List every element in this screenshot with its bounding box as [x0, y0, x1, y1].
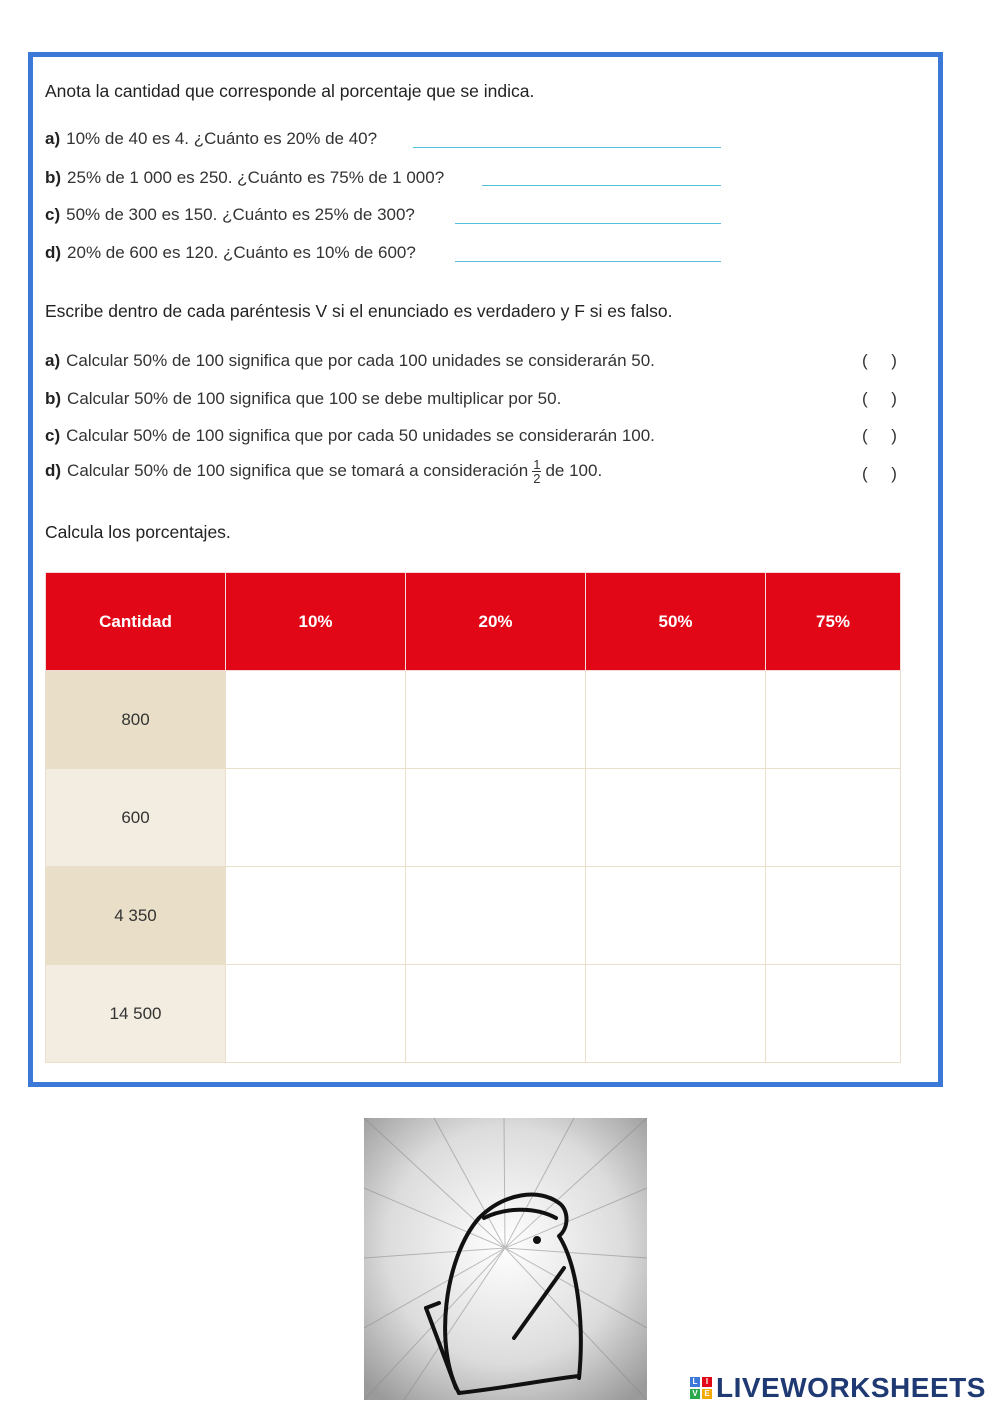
quantity-cell: 600: [46, 769, 226, 867]
header-50-percent: 50%: [586, 573, 766, 671]
answer-cell[interactable]: [226, 671, 406, 769]
answer-cell[interactable]: [586, 965, 766, 1063]
logo-text: LIVEWORKSHEETS: [716, 1372, 986, 1403]
header-cantidad: Cantidad: [46, 573, 226, 671]
percentage-table: [45, 572, 901, 1063]
statement-b: b) Calcular 50% de 100 significa que 100 se debe multiplicar por 50.: [45, 389, 562, 408]
answer-cell[interactable]: [226, 965, 406, 1063]
header-10-percent: 10%: [226, 573, 406, 671]
statement-a: a) Calcular 50% de 100 significa que por cada 100 unidades se considerarán 50.: [45, 351, 655, 370]
thinking-bird-meme-image: [364, 1118, 647, 1400]
answer-cell[interactable]: [586, 769, 766, 867]
answer-paren-a[interactable]: ( ): [862, 351, 897, 370]
table-row: [46, 769, 901, 867]
answer-paren-d[interactable]: ( ): [862, 464, 897, 483]
statement-d: d) Calcular 50% de 100 significa que se tomará a consideración $\frac{1}{2}$ de 100.: [45, 457, 603, 486]
meme-drawing: [364, 1118, 647, 1400]
fraction-one-half: $\frac{1}{2}$: [533, 457, 541, 486]
answer-cell[interactable]: [766, 867, 901, 965]
answer-blank-a[interactable]: [413, 147, 721, 148]
answer-cell[interactable]: [766, 671, 901, 769]
header-75-percent: 75%: [766, 573, 901, 671]
answer-cell[interactable]: [586, 867, 766, 965]
answer-cell[interactable]: [766, 965, 901, 1063]
quantity-cell: 800: [46, 671, 226, 769]
answer-paren-b[interactable]: ( ): [862, 389, 897, 408]
logo-mark-icon: L I V E: [690, 1377, 712, 1399]
instruction-calculate: Calcula los porcentajes.: [45, 522, 231, 542]
answer-cell[interactable]: [406, 867, 586, 965]
instruction-true-false: Escribe dentro de cada paréntesis V si el enunciado es verdadero y F si es falso.: [45, 301, 673, 321]
table-row: [46, 671, 901, 769]
answer-cell[interactable]: [406, 671, 586, 769]
question-a: a) 10% de 40 es 4. ¿Cuánto es 20% de 40?: [45, 129, 378, 148]
question-c: c) 50% de 300 es 150. ¿Cuánto es 25% de 300?: [45, 205, 415, 224]
quantity-cell: 4 350: [46, 867, 226, 965]
header-20-percent: 20%: [406, 573, 586, 671]
table-row: [46, 867, 901, 965]
answer-blank-c[interactable]: [455, 223, 721, 224]
answer-cell[interactable]: [586, 671, 766, 769]
answer-cell[interactable]: [226, 867, 406, 965]
table-header-row: [46, 573, 901, 671]
answer-paren-c[interactable]: ( ): [862, 426, 897, 445]
question-b: b) 25% de 1 000 es 250. ¿Cuánto es 75% de 1 000?: [45, 168, 445, 187]
statement-c: c) Calcular 50% de 100 significa que por cada 50 unidades se considerarán 100.: [45, 426, 655, 445]
answer-cell[interactable]: [766, 769, 901, 867]
question-d: d) 20% de 600 es 120. ¿Cuánto es 10% de 600?: [45, 243, 416, 262]
answer-blank-b[interactable]: [482, 185, 721, 186]
instruction-percentages: Anota la cantidad que corresponde al porcentaje que se indica.: [45, 81, 535, 101]
liveworksheets-logo: [690, 1372, 986, 1404]
answer-cell[interactable]: [406, 769, 586, 867]
answer-cell[interactable]: [226, 769, 406, 867]
answer-cell[interactable]: [406, 965, 586, 1063]
table-row: [46, 965, 901, 1063]
quantity-cell: 14 500: [46, 965, 226, 1063]
answer-blank-d[interactable]: [455, 261, 721, 262]
